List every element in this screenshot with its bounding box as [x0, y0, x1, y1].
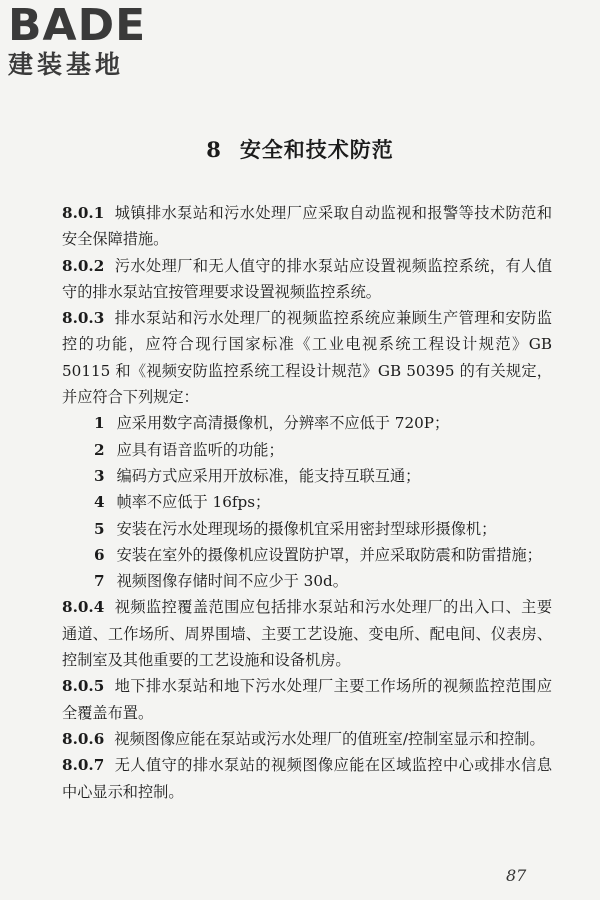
list-item [62, 568, 552, 594]
chapter-number: 8 [206, 137, 222, 162]
clause-8-0-6 [62, 726, 552, 752]
clause-text: 城镇排水泵站和污水处理厂应采取自动监视和报警等技术防范和安全保障措施。 [62, 204, 552, 249]
item-text: 应采用数字高清摄像机，分辨率不应低于 720P； [116, 414, 450, 433]
chapter-title [0, 134, 600, 164]
bade-logo [8, 2, 183, 80]
list-item [62, 542, 552, 568]
page-number: 87 [506, 866, 527, 885]
clause-text: 地下排水泵站和地下污水处理厂主要工作场所的视频监控范围应全覆盖布置。 [62, 677, 552, 722]
chapter-title-text: 安全和技术防范 [239, 137, 394, 162]
item-number: 7 [94, 572, 105, 591]
clause-8-0-1 [62, 200, 552, 253]
item-text: 帧率不应低于 16fps； [116, 493, 271, 512]
clause-number: 8.0.3 [62, 309, 105, 328]
item-number: 2 [94, 440, 105, 459]
item-text: 安装在污水处理现场的摄像机宜采用密封型球形摄像机； [116, 519, 497, 538]
item-text: 安装在室外的摄像机应设置防护罩，并应采取防震和防雷措施； [116, 545, 542, 564]
clause-number: 8.0.1 [62, 204, 105, 222]
clause-text: 污水处理厂和无人值守的排水泵站应设置视频监控系统，有人值守的排水泵站宜按管理要求设置视频监控系统。 [62, 256, 552, 301]
item-text: 应具有语音监听的功能； [116, 440, 284, 459]
list-item [62, 463, 552, 489]
clause-8-0-7 [62, 752, 552, 805]
list-item [62, 437, 552, 463]
item-text: 编码方式应采用开放标准，能支持互联互通； [116, 466, 421, 485]
clause-number: 8.0.5 [62, 677, 105, 696]
clause-number: 8.0.6 [62, 729, 105, 748]
logo-wordmark: BADE [8, 0, 147, 51]
clause-8-0-5 [62, 673, 552, 726]
clause-number: 8.0.2 [62, 256, 105, 275]
clause-number: 8.0.7 [62, 756, 105, 775]
item-number: 6 [94, 545, 105, 564]
clause-text: 排水泵站和污水处理厂的视频监控系统应兼顾生产管理和安防监控的功能，应符合现行国家标准《工业电视系统工程设计规范》GB 50115 和《视频安防监控系统工程设计规范》GB 50395 的有关规定，并应符合下列规定： [62, 309, 552, 407]
clause-number: 8.0.4 [62, 598, 105, 617]
clause-text: 视频监控覆盖范围应包括排水泵站和污水处理厂的出入口、主要通道、工作场所、周界围墙、主要工艺设施、变电所、配电间、仪表房、控制室及其他重要的工艺设施和设备机房。 [62, 598, 552, 670]
item-number: 4 [94, 493, 105, 512]
clause-text: 视频图像应能在泵站或污水处理厂的值班室/控制室显示和控制。 [114, 729, 545, 748]
clause-8-0-2 [62, 253, 552, 306]
clause-8-0-3 [62, 305, 552, 410]
list-item [62, 410, 552, 436]
logo-subtitle: 建装基地 [8, 50, 125, 79]
list-item [62, 489, 552, 515]
clause-text: 无人值守的排水泵站的视频图像应能在区域监控中心或排水信息中心显示和控制。 [62, 756, 552, 801]
document-body [62, 200, 552, 805]
item-number: 1 [94, 414, 105, 433]
item-number: 5 [94, 519, 105, 538]
list-item [62, 516, 552, 542]
item-number: 3 [94, 466, 105, 485]
clause-8-0-4 [62, 594, 552, 673]
item-text: 视频图像存储时间不应少于 30d。 [116, 572, 348, 591]
